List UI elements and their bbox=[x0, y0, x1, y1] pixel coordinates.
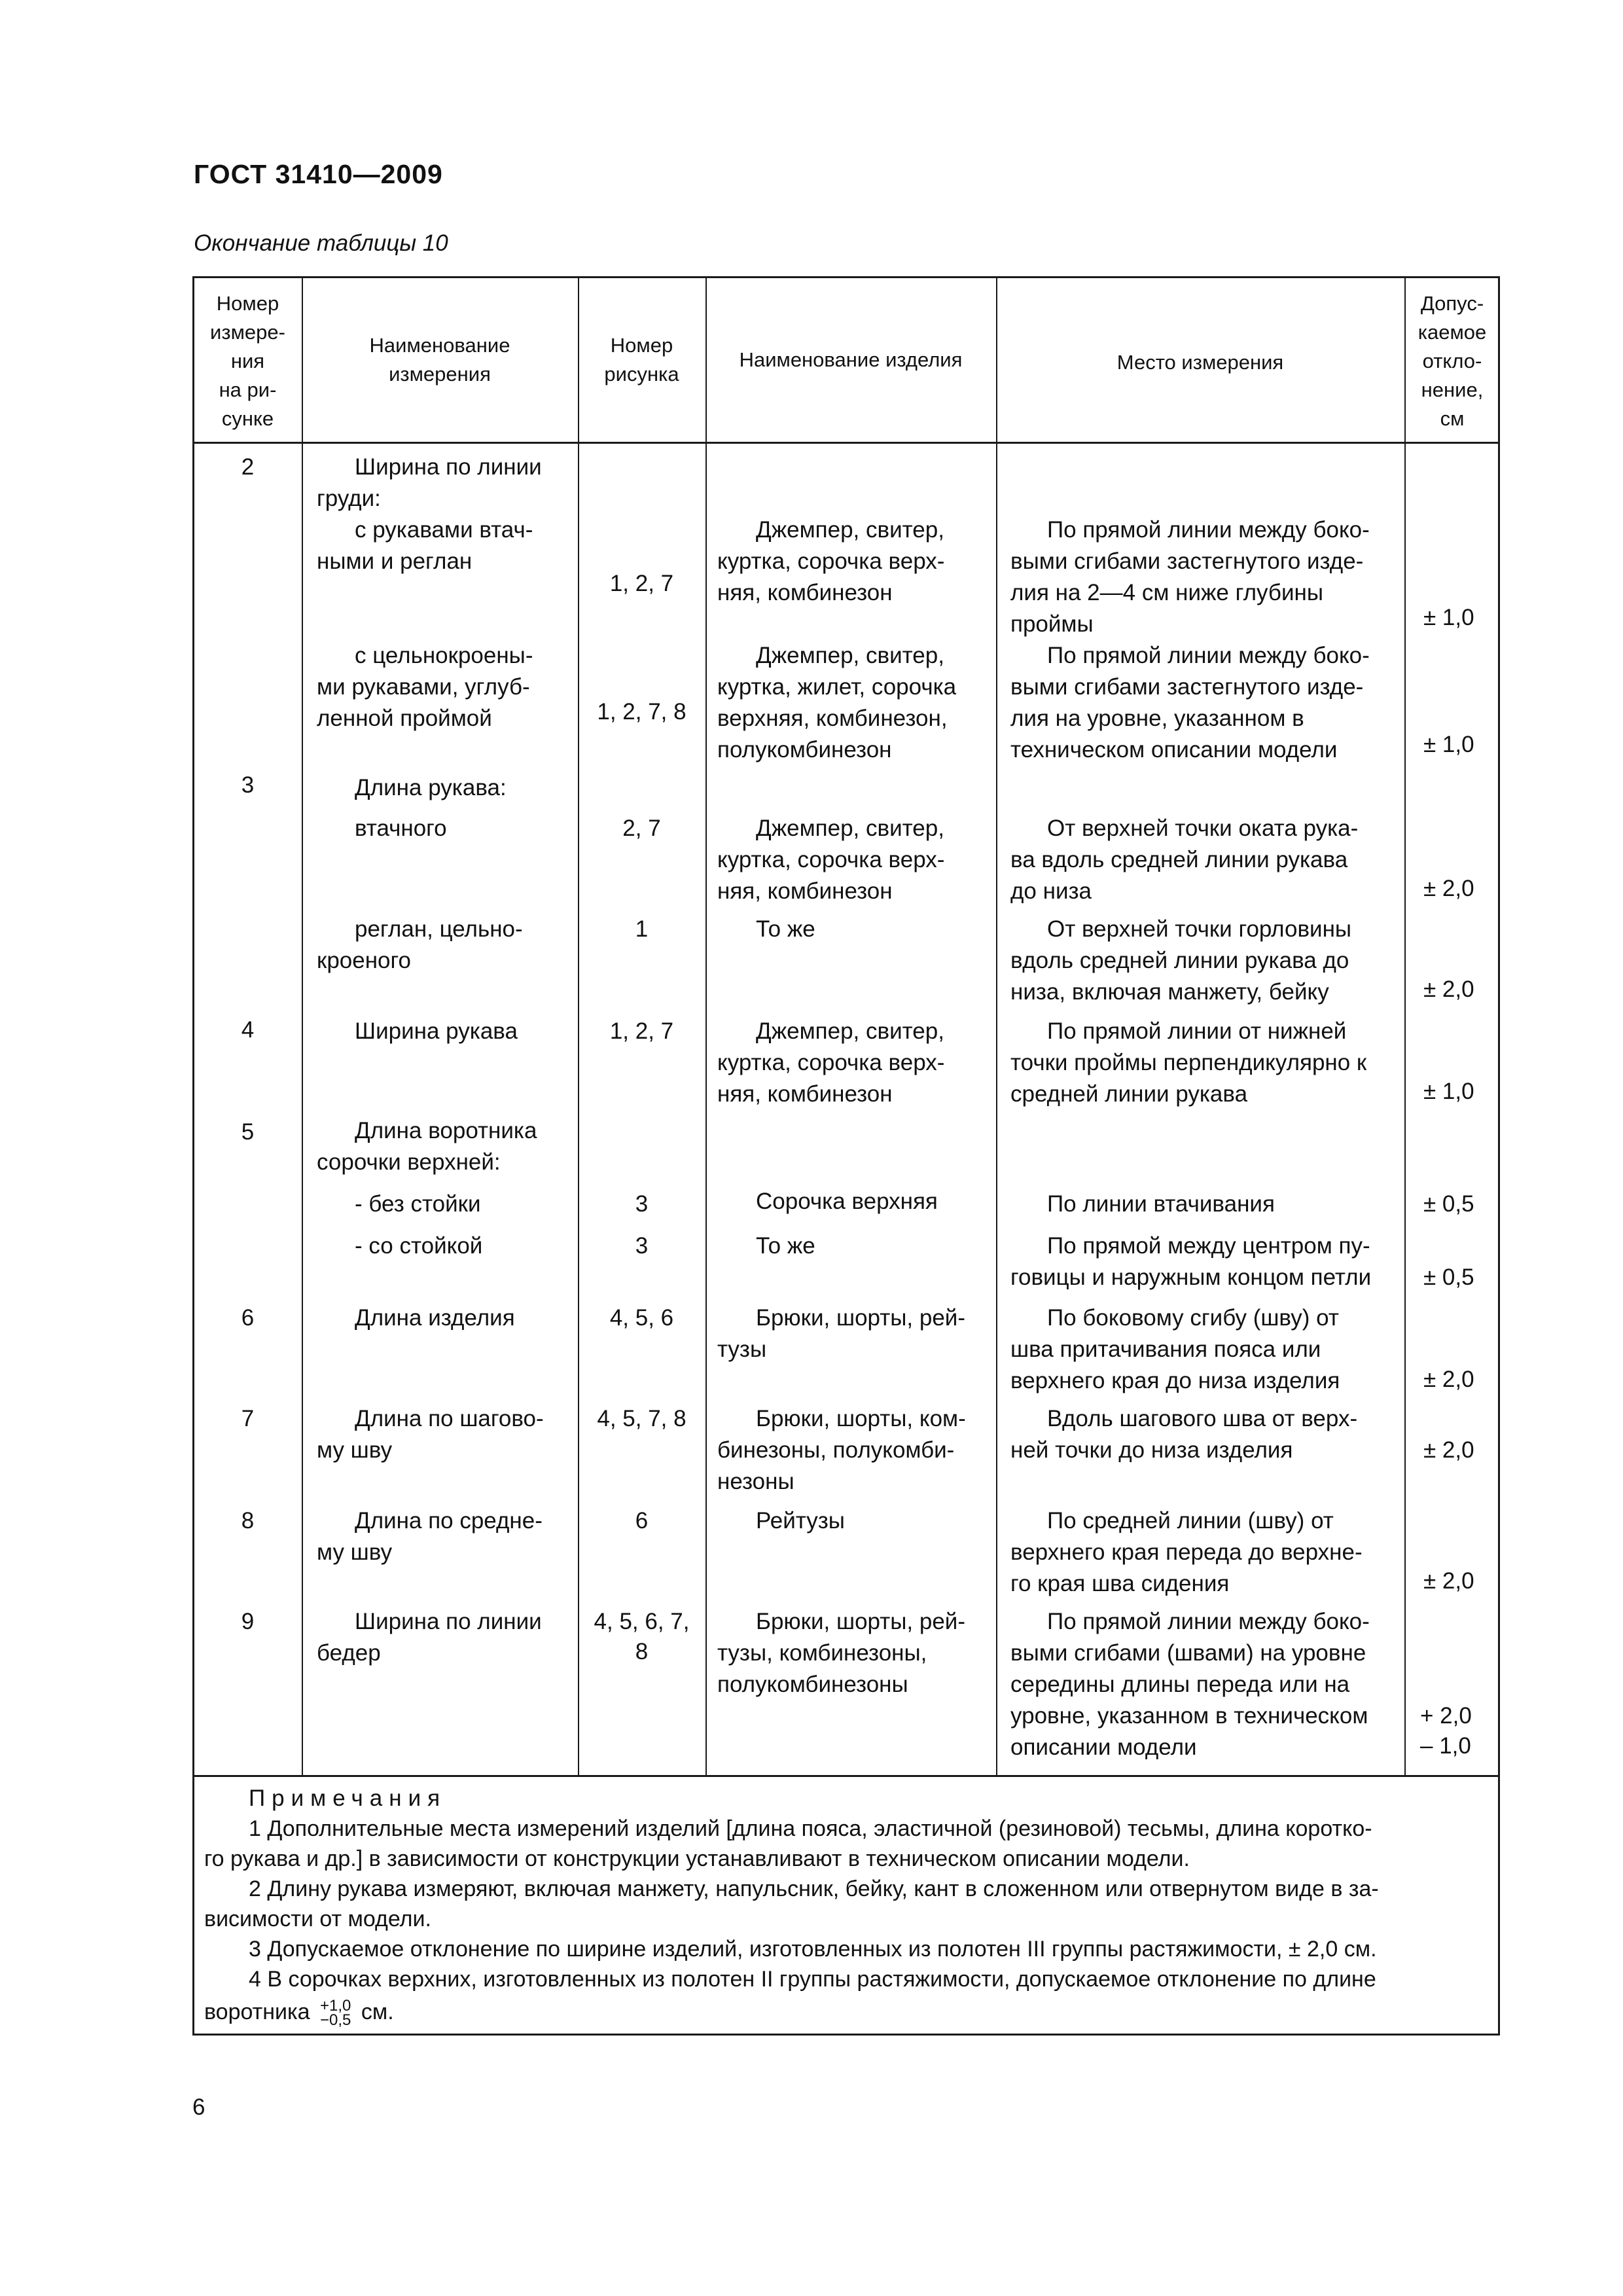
header-col-measure-name: Наименование измерения bbox=[369, 334, 510, 386]
row-4-number: 4 bbox=[241, 1017, 255, 1043]
row-8-product: Рейтузы bbox=[756, 1508, 845, 1534]
row-2a-place-line2: выми сгибами застегнутого изде- bbox=[1010, 548, 1364, 574]
row-3a-figure: 2, 7 bbox=[622, 816, 661, 841]
row-3a-place-line3: до низа bbox=[1010, 878, 1092, 904]
note-4-suffix: см. bbox=[361, 2000, 394, 2024]
row-7-product-line3: незоны bbox=[717, 1469, 794, 1494]
row-2a-place-line3: лия на 2—4 см ниже глубины bbox=[1010, 580, 1323, 605]
row-8-tolerance: ± 2,0 bbox=[1423, 1568, 1474, 1594]
row-2b-figure: 1, 2, 7, 8 bbox=[597, 699, 687, 725]
row-5a-place: По линии втачивания bbox=[1047, 1191, 1275, 1217]
page-number: 6 bbox=[192, 2094, 205, 2120]
row-8-place-line1: По средней линии (шву) от bbox=[1047, 1508, 1334, 1534]
row-2b-place-line1: По прямой линии между боко- bbox=[1047, 643, 1370, 668]
row-2a-product-line1: Джемпер, свитер, bbox=[756, 517, 944, 543]
row-2b-place-line3: лия на уровне, указанном в bbox=[1010, 706, 1304, 731]
row-8-number: 8 bbox=[241, 1508, 255, 1534]
row-2b-product-line2: куртка, жилет, сорочка bbox=[717, 674, 957, 700]
note-2-line1: 2 Длину рукава измеряют, включая манжету, напульсник, бейку, кант в сложенном или отвернутом виде в за- bbox=[249, 1876, 1379, 1901]
row-4-product-line1: Джемпер, свитер, bbox=[756, 1018, 944, 1044]
note-4-tolerance-lower: −0,5 bbox=[320, 2011, 351, 2030]
row-7-place-line1: Вдоль шагового шва от верх- bbox=[1047, 1406, 1358, 1431]
note-4-line1: 4 В сорочках верхних, изготовленных из полотен II группы растяжимости, допускаемое отклонение по длине bbox=[249, 1967, 1376, 1992]
row-3b-place-line1: От верхней точки горловины bbox=[1047, 916, 1352, 942]
row-2a-place-line4: проймы bbox=[1010, 611, 1094, 637]
header-col-measure-place: Место измерения bbox=[1116, 351, 1284, 374]
row-3a-product-line2: куртка, сорочка верх- bbox=[717, 847, 945, 872]
row-5b-figure: 3 bbox=[635, 1233, 649, 1259]
row-4-figure: 1, 2, 7 bbox=[609, 1018, 674, 1044]
row-2b-place-line4: техническом описании модели bbox=[1010, 737, 1338, 762]
row-2b-place-line2: выми сгибами застегнутого изде- bbox=[1010, 674, 1364, 700]
row-3b-name-line1: реглан, цельно- bbox=[355, 916, 523, 942]
row-6-tolerance: ± 2,0 bbox=[1423, 1367, 1474, 1392]
row-7-tolerance: ± 2,0 bbox=[1423, 1437, 1474, 1463]
header-col-figure-number: Номер рисунка bbox=[604, 334, 679, 386]
row-5b-place-line1: По прямой между центром пу- bbox=[1047, 1233, 1370, 1259]
row-2-name-line4: ными и реглан bbox=[317, 548, 473, 574]
row-4-place-line2: точки проймы перпендикулярно к bbox=[1010, 1050, 1367, 1075]
row-9-figure-line1: 4, 5, 6, 7, bbox=[594, 1609, 690, 1634]
row-3a-name: втачного bbox=[355, 816, 447, 841]
document-title: ГОСТ 31410—2009 bbox=[194, 159, 443, 189]
row-3b-place-line2: вдоль средней линии рукава до bbox=[1010, 948, 1349, 973]
row-6-name: Длина изделия bbox=[355, 1305, 515, 1331]
row-9-figure-line2: 8 bbox=[635, 1639, 649, 1664]
row-9-tolerance-plus: + 2,0 bbox=[1420, 1703, 1472, 1729]
row-9-product-line2: тузы, комбинезоны, bbox=[717, 1640, 927, 1666]
row-2b-name-line2: ми рукавами, углуб- bbox=[317, 674, 530, 700]
row-6-product-line2: тузы bbox=[717, 1336, 767, 1362]
row-3a-product-line3: няя, комбинезон bbox=[717, 878, 893, 904]
row-9-name-line2: бедер bbox=[317, 1640, 381, 1666]
row-6-product-line1: Брюки, шорты, рей- bbox=[756, 1305, 966, 1331]
row-9-place-line4: уровне, указанном в техническом bbox=[1010, 1703, 1368, 1729]
row-2-name-line2: груди: bbox=[317, 486, 381, 511]
header-col-number: Номер измере- ния на ри- сунке bbox=[210, 292, 285, 430]
note-3: 3 Допускаемое отклонение по ширине изделий, изготовленных из полотен III группы растяжимости, ± 2,0 см. bbox=[249, 1937, 1377, 1962]
header-rule bbox=[192, 442, 1500, 444]
row-5a-product: Сорочка верхняя bbox=[756, 1189, 938, 1214]
row-3b-figure: 1 bbox=[635, 916, 649, 942]
row-2-name-line1: Ширина по линии bbox=[355, 454, 542, 480]
row-9-place-line1: По прямой линии между боко- bbox=[1047, 1609, 1370, 1634]
row-9-name-line1: Ширина по линии bbox=[355, 1609, 542, 1634]
row-6-place-line2: шва притачивания пояса или bbox=[1010, 1336, 1321, 1362]
row-5-name-line1: Длина воротника bbox=[355, 1118, 537, 1143]
row-3-number: 3 bbox=[241, 772, 255, 798]
row-3a-place-line2: ва вдоль средней линии рукава bbox=[1010, 847, 1348, 872]
row-7-figure: 4, 5, 7, 8 bbox=[597, 1406, 687, 1431]
row-2b-product-line1: Джемпер, свитер, bbox=[756, 643, 944, 668]
row-9-tolerance-minus: – 1,0 bbox=[1420, 1733, 1471, 1759]
note-2-line2: висимости от модели. bbox=[204, 1907, 431, 1931]
row-7-name-line1: Длина по шагово- bbox=[355, 1406, 544, 1431]
row-7-name-line2: му шву bbox=[317, 1437, 393, 1463]
row-6-place-line3: верхнего края до низа изделия bbox=[1010, 1368, 1340, 1393]
row-2b-product-line4: полукомбинезон bbox=[717, 737, 892, 762]
row-6-place-line1: По боковому сгибу (шву) от bbox=[1047, 1305, 1339, 1331]
row-2-name-line3: с рукавами втач- bbox=[355, 517, 533, 543]
row-9-place-line2: выми сгибами (швами) на уровне bbox=[1010, 1640, 1366, 1666]
row-3b-name-line2: кроеного bbox=[317, 948, 411, 973]
row-9-product-line3: полукомбинезоны bbox=[717, 1672, 908, 1697]
row-8-place-line3: го края шва сидения bbox=[1010, 1571, 1230, 1596]
row-4-product-line2: куртка, сорочка верх- bbox=[717, 1050, 945, 1075]
row-9-place-line5: описании модели bbox=[1010, 1734, 1197, 1760]
row-5b-product: То же bbox=[756, 1233, 815, 1259]
col-divider-5 bbox=[1404, 276, 1406, 1776]
notes-title: Примечания bbox=[249, 1785, 447, 1811]
note-1-line2: го рукава и др.] в зависимости от конструкции устанавливают в техническом описании модели. bbox=[204, 1846, 1190, 1871]
row-2a-product-line2: куртка, сорочка верх- bbox=[717, 548, 945, 574]
note-1-line1: 1 Дополнительные места измерений изделий [длина пояса, эластичной (резиновой) тесьмы, длина коротко- bbox=[249, 1816, 1372, 1841]
row-2a-place-line1: По прямой линии между боко- bbox=[1047, 517, 1370, 543]
row-3a-product-line1: Джемпер, свитер, bbox=[756, 816, 944, 841]
row-8-name-line2: му шву bbox=[317, 1539, 393, 1565]
row-3-name-line1: Длина рукава: bbox=[355, 775, 507, 800]
note-4-prefix: воротника bbox=[204, 2000, 310, 2024]
row-5-number: 5 bbox=[241, 1119, 255, 1145]
note-4-tolerance-fraction bbox=[320, 1999, 351, 2028]
row-6-number: 6 bbox=[241, 1305, 255, 1331]
col-divider-3 bbox=[705, 276, 707, 1776]
note-4-line2 bbox=[204, 1996, 394, 2028]
row-5a-figure: 3 bbox=[635, 1191, 649, 1217]
note-4-tolerance-upper: +1,0 bbox=[320, 1997, 351, 2015]
row-3b-tolerance: ± 2,0 bbox=[1423, 977, 1474, 1002]
row-4-place-line3: средней линии рукава bbox=[1010, 1081, 1248, 1107]
row-3b-place-line3: низа, включая манжету, бейку bbox=[1010, 979, 1329, 1005]
row-9-number: 9 bbox=[241, 1609, 255, 1634]
row-2b-name-line3: ленной проймой bbox=[317, 706, 492, 731]
row-2a-product-line3: няя, комбинезон bbox=[717, 580, 893, 605]
row-5b-tolerance: ± 0,5 bbox=[1423, 1265, 1474, 1290]
row-2a-tolerance: ± 1,0 bbox=[1423, 605, 1474, 630]
table-caption: Окончание таблицы 10 bbox=[194, 230, 448, 256]
header-col-product-name: Наименование изделия bbox=[739, 348, 963, 371]
row-4-name: Ширина рукава bbox=[355, 1018, 518, 1044]
row-4-tolerance: ± 1,0 bbox=[1423, 1079, 1474, 1104]
row-6-figure: 4, 5, 6 bbox=[609, 1305, 674, 1331]
header-col-tolerance: Допус- каемое откло- нение, см bbox=[1418, 292, 1487, 430]
row-9-product-line1: Брюки, шорты, рей- bbox=[756, 1609, 966, 1634]
row-2b-tolerance: ± 1,0 bbox=[1423, 732, 1474, 757]
row-8-figure: 6 bbox=[635, 1508, 649, 1534]
row-5a-name: - без стойки bbox=[355, 1191, 481, 1217]
row-7-number: 7 bbox=[241, 1406, 255, 1431]
row-2a-figure: 1, 2, 7 bbox=[609, 571, 674, 596]
row-3b-product: То же bbox=[756, 916, 815, 942]
row-3a-place-line1: От верхней точки оката рука- bbox=[1047, 816, 1359, 841]
notes-rule bbox=[192, 1775, 1500, 1777]
row-5-name-line2: сорочки верхней: bbox=[317, 1149, 501, 1175]
row-4-place-line1: По прямой линии от нижней bbox=[1047, 1018, 1347, 1044]
row-7-place-line2: ней точки до низа изделия bbox=[1010, 1437, 1293, 1463]
row-4-product-line3: няя, комбинезон bbox=[717, 1081, 893, 1107]
row-2-number: 2 bbox=[241, 454, 255, 480]
row-7-product-line2: бинезоны, полукомби- bbox=[717, 1437, 955, 1463]
row-3a-tolerance: ± 2,0 bbox=[1423, 876, 1474, 901]
row-9-place-line3: середины длины переда или на bbox=[1010, 1672, 1350, 1697]
row-7-product-line1: Брюки, шорты, ком- bbox=[756, 1406, 966, 1431]
row-2b-name-line1: с цельнокроены- bbox=[355, 643, 533, 668]
col-divider-4 bbox=[996, 276, 997, 1776]
row-2b-product-line3: верхняя, комбинезон, bbox=[717, 706, 948, 731]
row-5a-tolerance: ± 0,5 bbox=[1423, 1191, 1474, 1217]
row-5b-place-line2: говицы и наружным концом петли bbox=[1010, 1265, 1372, 1290]
row-8-place-line2: верхнего края переда до верхне- bbox=[1010, 1539, 1363, 1565]
row-5b-name: - со стойкой bbox=[355, 1233, 483, 1259]
row-8-name-line1: Длина по средне- bbox=[355, 1508, 543, 1534]
col-divider-1 bbox=[302, 276, 303, 1776]
